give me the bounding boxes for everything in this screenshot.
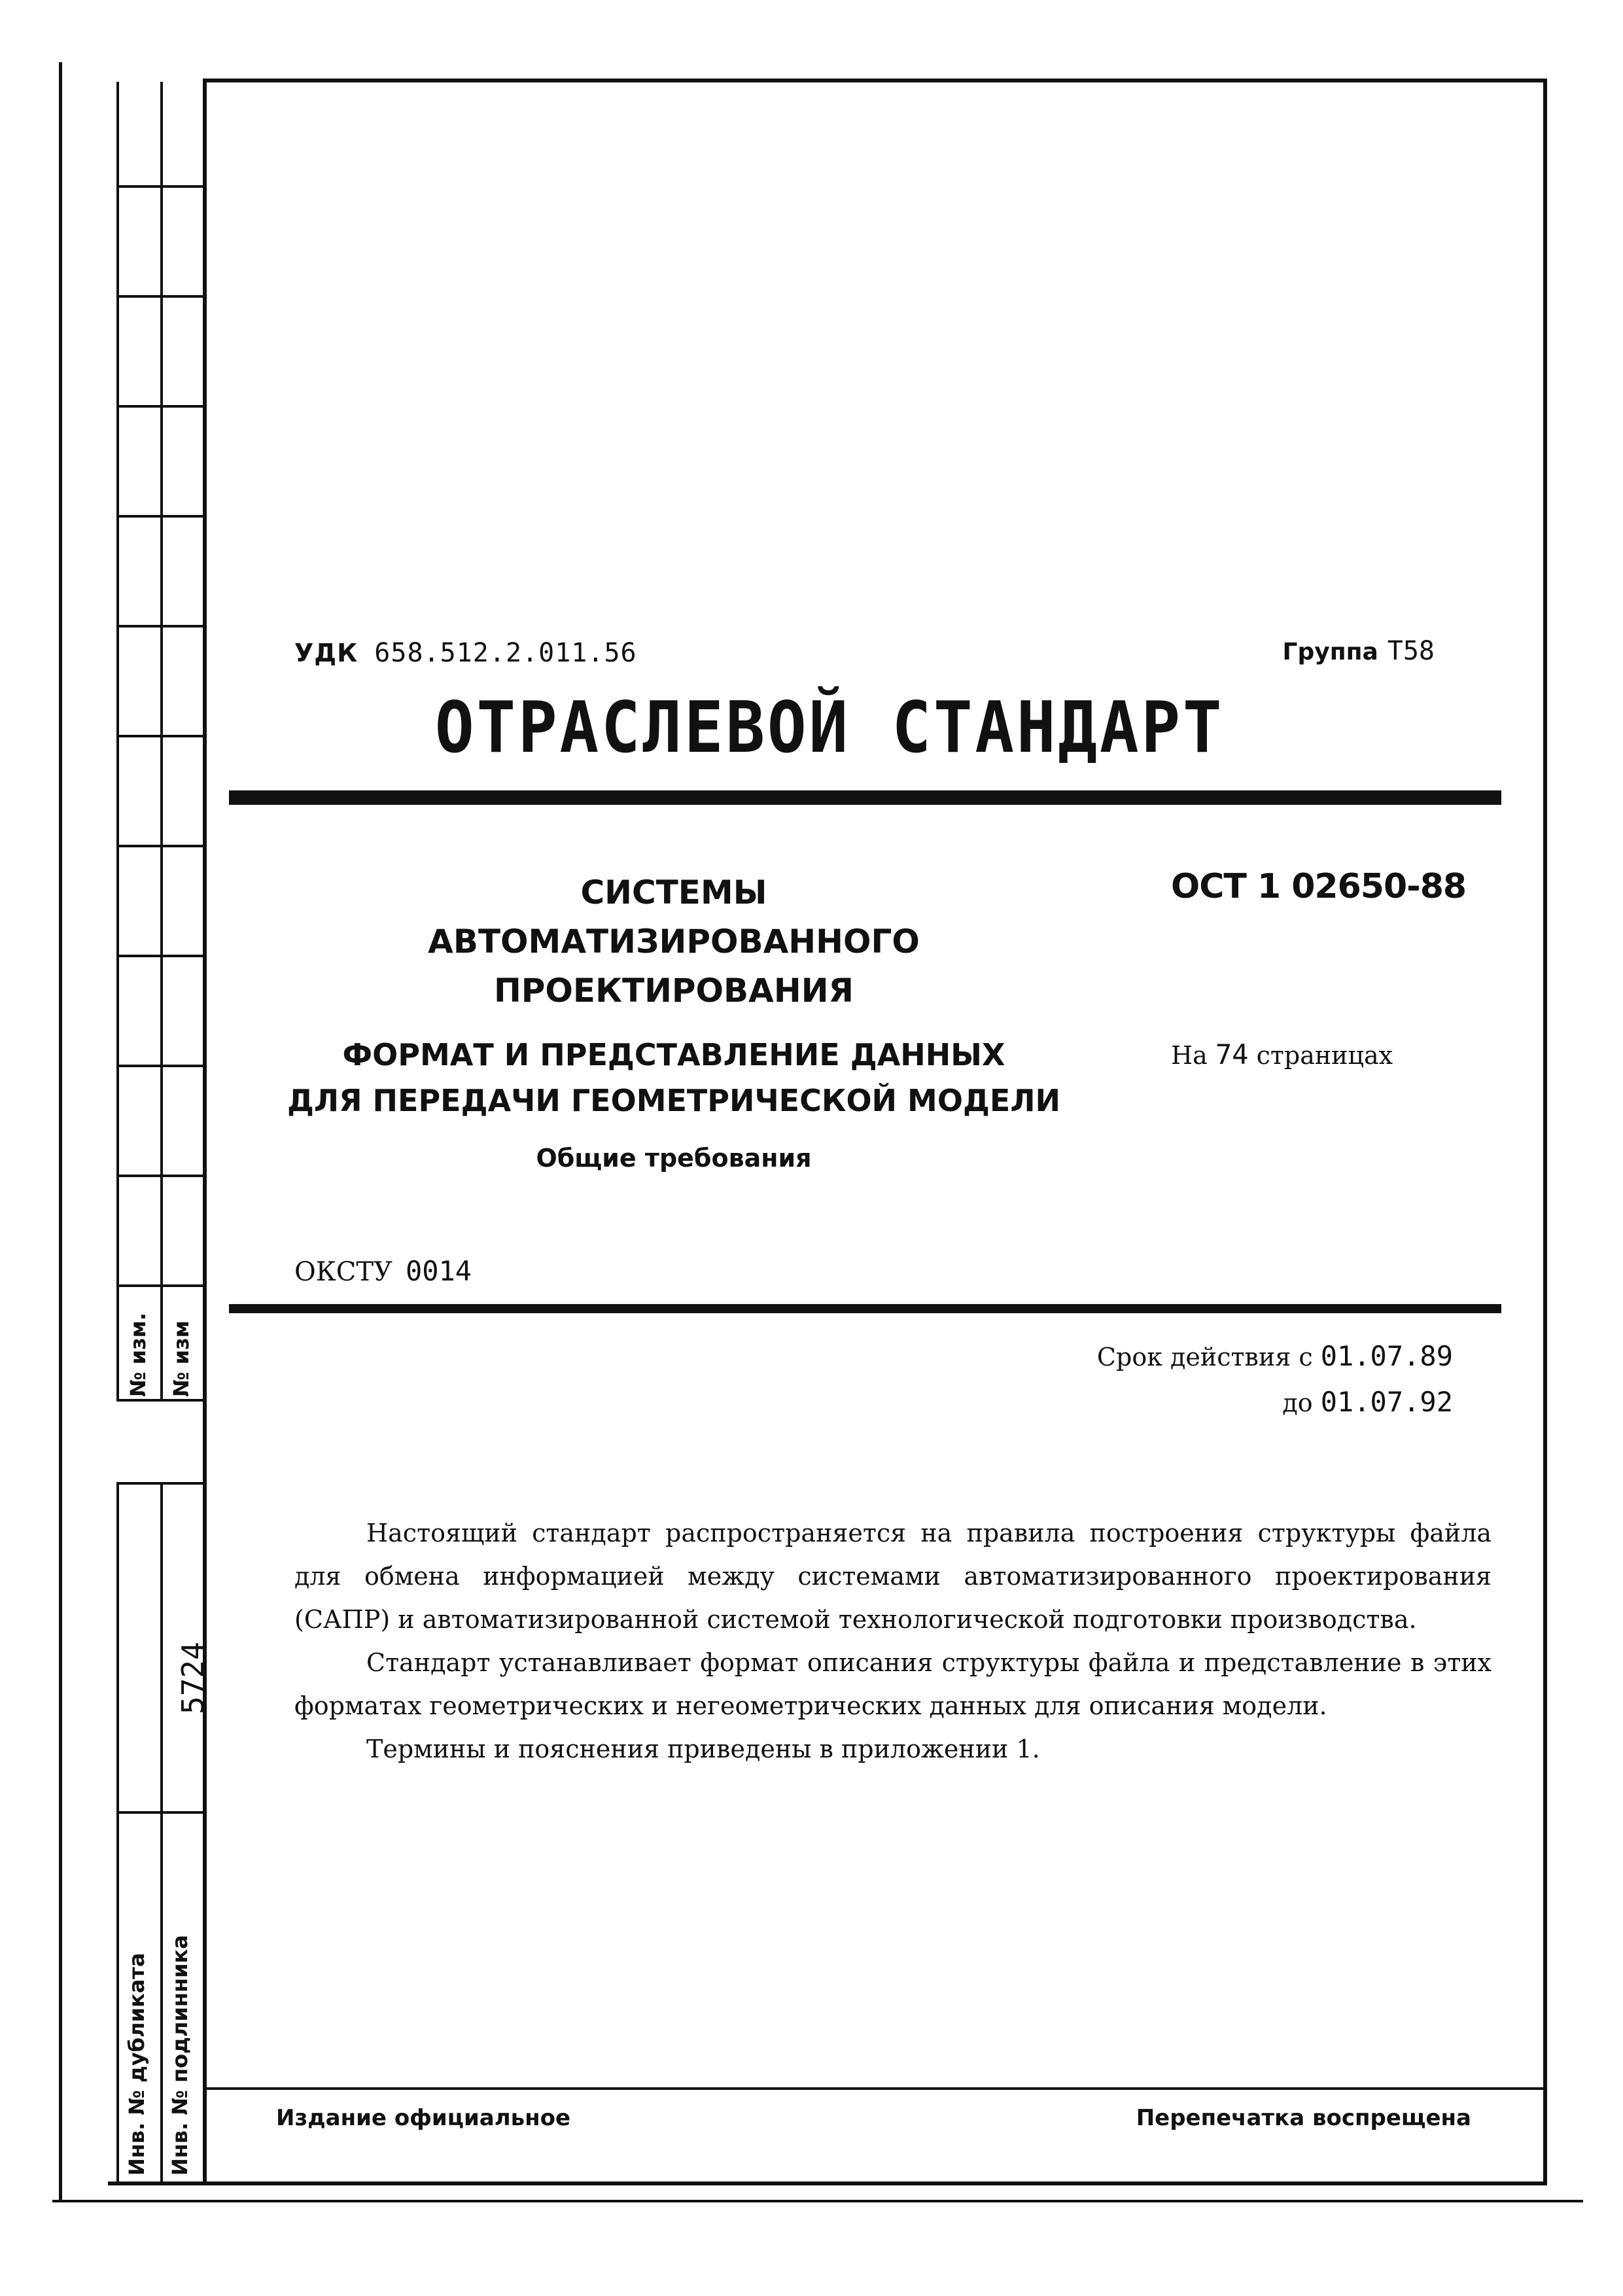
validity-from-label: Срок действия с — [1096, 1343, 1313, 1371]
strip-row-line — [116, 295, 205, 298]
paragraph-scope: Настоящий стандарт распространяется на правила построения структуры файла для обмена информацией между системами автоматизированного проектирования (САПР) и автоматизированной системой технологической подготовки производства. — [294, 1519, 1492, 1634]
footer-reprint-prohibited: Перепечатка воспрещена — [1136, 2105, 1471, 2131]
strip-row-line — [116, 1065, 205, 1067]
outer-bottom-border — [52, 2200, 1583, 2202]
okstu-code: 0014 — [405, 1255, 472, 1287]
group-label: Группа — [1282, 639, 1378, 665]
udk-label: УДК — [294, 639, 358, 667]
strip-line — [116, 1482, 119, 2182]
strip-row-line — [116, 515, 205, 518]
frame-right-border — [1543, 79, 1547, 2185]
strip-line — [160, 1482, 163, 2182]
okstu-label: ОКСТУ — [294, 1257, 393, 1287]
okstu — [294, 1255, 472, 1287]
standard-designation: ОСТ 1 02650-88 — [1171, 867, 1467, 906]
thick-rule-top — [229, 790, 1501, 805]
pages-suffix: страницах — [1256, 1041, 1393, 1070]
validity-to — [1282, 1386, 1453, 1418]
footer-official-edition: Издание официальное — [276, 2105, 571, 2131]
subtitle: Общие требования — [536, 1144, 812, 1173]
strip-row-line — [116, 955, 205, 957]
pages-prefix: На — [1171, 1041, 1208, 1070]
footer-rule — [203, 2087, 1547, 2090]
change-number-label-1: № изм. — [126, 1313, 150, 1397]
title-line-5: ДЛЯ ПЕРЕДАЧИ ГЕОМЕТРИЧЕСКОЙ МОДЕЛИ — [287, 1083, 1061, 1118]
udk-value: 658.512.2.011.56 — [374, 638, 637, 668]
paragraph-terms: Термины и пояснения приведены в приложении 1. — [366, 1735, 1040, 1763]
pages-number: 74 — [1215, 1038, 1249, 1070]
page-count — [1171, 1038, 1393, 1070]
udk-code — [294, 638, 637, 668]
validity-to-date: 01.07.92 — [1320, 1386, 1453, 1418]
title-line-4: ФОРМАТ И ПРЕДСТАВЛЕНИЕ ДАННЫХ — [342, 1037, 1005, 1072]
group-code — [1283, 636, 1435, 666]
strip-row-line — [116, 1399, 205, 1402]
validity-from-date: 01.07.89 — [1320, 1340, 1453, 1372]
main-title: ОТРАСЛЕВОЙ СТАНДАРТ — [434, 687, 1225, 769]
paragraph-format: Стандарт устанавливает формат описания структуры файла и представление в этих форматах геометрических и негеометрических данных для описания модели. — [294, 1648, 1492, 1720]
inventory-duplicate-label: Инв. № дубликата — [124, 1952, 149, 2176]
group-value: Т58 — [1387, 636, 1435, 666]
strip-row-line — [116, 405, 205, 408]
frame-left-border — [203, 79, 207, 2185]
title-line-2: АВТОМАТИЗИРОВАННОГО — [428, 923, 920, 961]
strip-row-line — [116, 1811, 205, 1814]
thick-rule-bottom — [229, 1304, 1501, 1313]
inventory-original-label: Инв. № подлинника — [167, 1935, 192, 2176]
strip-row-line — [116, 845, 205, 847]
strip-row-line — [116, 185, 205, 188]
title-line-3: ПРОЕКТИРОВАНИЯ — [493, 972, 854, 1010]
frame-top-border — [203, 79, 1547, 82]
title-line-1: СИСТЕМЫ — [580, 874, 767, 911]
strip-row-line — [116, 625, 205, 627]
outer-left-border — [59, 62, 62, 2202]
validity-from — [1097, 1340, 1453, 1372]
validity-to-label: до — [1282, 1388, 1313, 1417]
change-number-label-2: № изм — [169, 1320, 194, 1397]
strip-row-line — [116, 1174, 205, 1177]
frame-bottom-border — [108, 2181, 1547, 2185]
strip-row-line — [116, 1284, 205, 1287]
inventory-number: 5724 — [175, 1642, 211, 1714]
